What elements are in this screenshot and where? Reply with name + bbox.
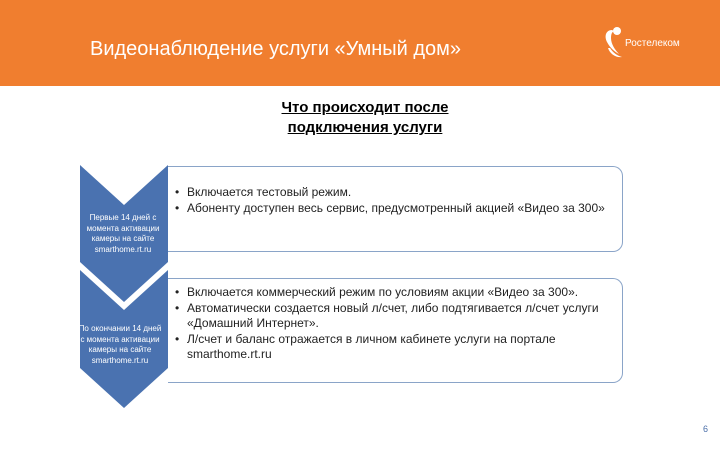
stage-2-details xyxy=(168,278,623,383)
stage-2-label-line: По окончании 14 дней xyxy=(78,324,162,333)
section-heading-line-2: подключения услуги xyxy=(287,119,443,136)
stage-2-label-line: с момента активации xyxy=(80,334,160,344)
stage-2-bullet: • Л/счет и баланс отражается в личном кабинете услуги на портале smarthome.rt.ru xyxy=(168,332,613,363)
stage-1-label xyxy=(67,213,179,255)
stage-1-details xyxy=(168,166,623,252)
slide-title: Видеонаблюдение услуги «Умный дом» xyxy=(90,38,462,60)
stage-2-label-line: камеры на сайте xyxy=(88,345,152,354)
stage-1-bullet-list xyxy=(168,185,608,216)
logo-text: Ростелеком xyxy=(625,38,680,49)
stage-1-label-line: камеры на сайте xyxy=(91,234,155,243)
stage-2-label xyxy=(64,324,176,366)
stage-1-label-line: момента активации xyxy=(86,223,160,233)
stage-1-label-line: smarthome.rt.ru xyxy=(94,244,152,254)
stage-2-bullet: • Включается коммерческий режим по условиям акции «Видео за 300». xyxy=(168,285,613,301)
section-heading-line-1: Что происходит после xyxy=(281,99,449,116)
stage-1-bullet: • Включается тестовый режим. xyxy=(168,185,608,201)
stage-2-bullet: • Автоматически создается новый л/счет, либо подтягивается л/счет услуги «Домашний Интернет». xyxy=(168,301,613,332)
stage-1-label-line: Первые 14 дней с xyxy=(89,213,157,222)
stage-2-bullet-list xyxy=(168,285,613,363)
stage-2-label-line: smarthome.rt.ru xyxy=(91,355,149,365)
stage-1-bullet: • Абоненту доступен весь сервис, предусмотренный акцией «Видео за 300» xyxy=(168,201,608,217)
page-number: 6 xyxy=(703,424,709,434)
